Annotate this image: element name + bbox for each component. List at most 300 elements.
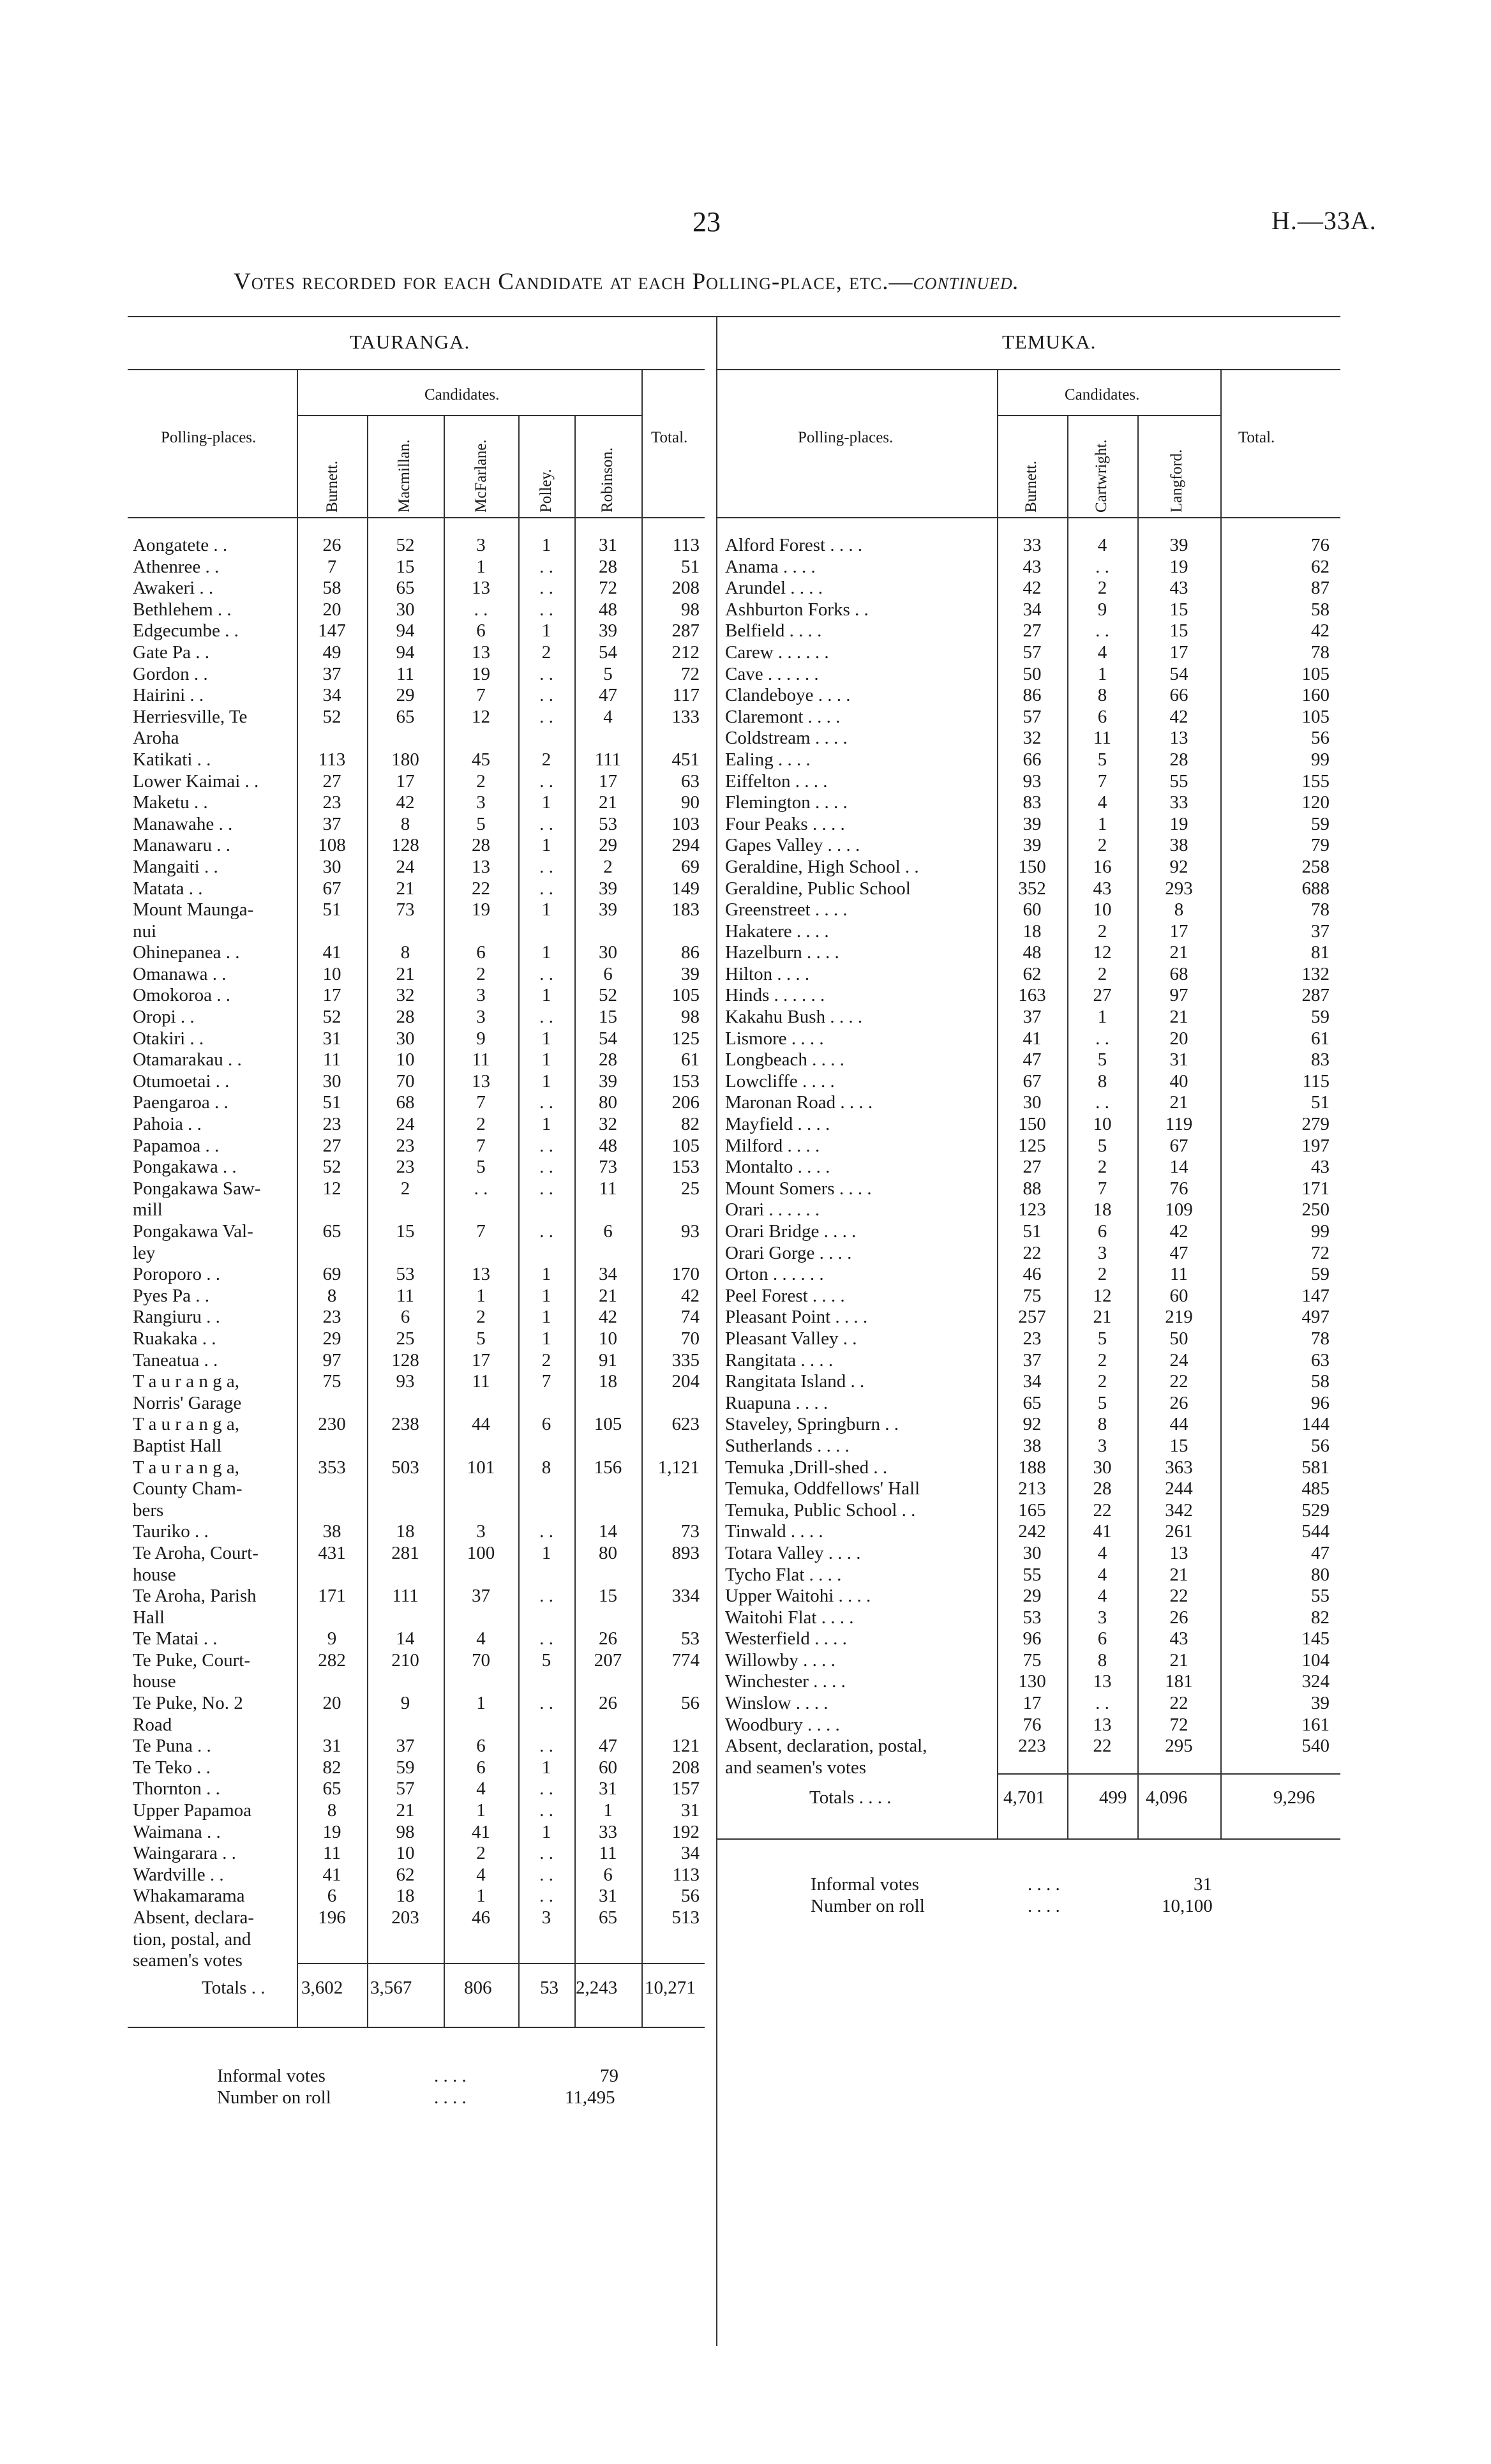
vote-count: 15 (599, 1586, 617, 1607)
vote-count: 51 (1023, 1221, 1042, 1242)
title-main: Votes recorded for each Candidate at each Polling-place, etc.— (234, 269, 913, 295)
vote-count: 3 (476, 1521, 486, 1542)
vote-count: 5 (1097, 1049, 1107, 1070)
temuka-row (725, 1071, 1335, 1093)
vote-count (444, 1500, 518, 1522)
tauranga-row (133, 835, 705, 857)
tauranga-row (133, 814, 705, 836)
vote-count: 2 (1097, 578, 1107, 599)
temuka-row (725, 1607, 1335, 1629)
row-total: 99 (1311, 1221, 1330, 1242)
tauranga-roll-dots: . . . . (434, 2087, 467, 2108)
temuka-row (725, 1092, 1335, 1114)
tauranga-totals-rule (297, 1963, 705, 1964)
vote-count: 43 (1093, 878, 1112, 899)
temuka-row (725, 1543, 1335, 1565)
vote-count: 22 (1169, 1693, 1188, 1714)
tauranga-row (133, 749, 705, 771)
tauranga-row (133, 1478, 705, 1500)
row-total: 42 (681, 1285, 700, 1306)
vote-count: 24 (1169, 1349, 1188, 1371)
vote-count: 32 (1023, 728, 1042, 749)
polling-place-name: Totara Valley . . . . (725, 1542, 861, 1563)
row-total: 56 (681, 1693, 700, 1714)
row-total: 72 (681, 663, 700, 684)
vote-count: 15 (599, 1007, 617, 1028)
tauranga-total-polley: 53 (540, 1978, 558, 1998)
vote-count: 6 (400, 1307, 410, 1328)
polling-place-name: Greenstreet . . . . (725, 899, 848, 920)
vote-count: 80 (599, 1092, 617, 1113)
vote-count: 57 (396, 1778, 415, 1799)
tauranga-row (133, 535, 705, 557)
vote-count: 34 (322, 685, 341, 706)
vote-count: 22 (1169, 1586, 1188, 1607)
vote-count: 2 (476, 963, 486, 984)
vote-count (297, 1243, 367, 1265)
tauranga-polling-places-label: Polling-places. (161, 429, 257, 446)
vote-count: 2 (1097, 1371, 1107, 1392)
tauranga-row (133, 1865, 705, 1886)
row-total: 497 (1301, 1307, 1330, 1328)
vote-count: 7 (476, 1092, 486, 1113)
temuka-polling-places-label: Polling-places. (798, 429, 894, 446)
row-total: 61 (1311, 1028, 1330, 1049)
vote-count: 4 (1097, 642, 1107, 663)
polling-place-name: Lismore . . . . (725, 1028, 824, 1049)
vote-count: . . (1095, 620, 1109, 642)
vote-count: 165 (1018, 1499, 1046, 1521)
row-total: 513 (671, 1907, 700, 1928)
vote-count: 163 (1018, 985, 1046, 1006)
tauranga-row (133, 1565, 705, 1586)
row-total: 161 (1301, 1714, 1330, 1735)
vote-count: 1 (541, 792, 551, 813)
vote-count: 43 (1023, 556, 1042, 577)
vote-count: 21 (1169, 1092, 1188, 1113)
vote-count: 22 (472, 878, 490, 899)
vote-count: 91 (599, 1349, 617, 1371)
vote-count: 41 (1023, 1028, 1042, 1049)
tauranga-row (133, 1286, 705, 1307)
temuka-row (725, 578, 1335, 599)
vote-count: 39 (1169, 535, 1188, 555)
row-total: 39 (681, 963, 700, 984)
polling-place-name: Te Aroha, Parish (133, 1586, 257, 1607)
vote-count: 30 (322, 856, 341, 877)
polling-place-name: Pongakawa . . (133, 1157, 237, 1178)
row-total: 115 (1302, 1070, 1330, 1092)
vote-count: 28 (396, 1007, 415, 1028)
vote-count: 39 (599, 620, 617, 642)
tauranga-row (133, 1071, 705, 1093)
vote-count: 2 (1097, 1264, 1107, 1285)
vote-count (574, 1671, 641, 1693)
vote-count: 70 (472, 1649, 490, 1671)
temuka-candidates-rule (997, 415, 1220, 416)
vote-count: 2 (541, 749, 551, 770)
vote-count: 75 (1023, 1649, 1042, 1671)
tauranga-row (133, 1929, 705, 1951)
row-total: 90 (681, 792, 700, 813)
row-total: 43 (1311, 1157, 1330, 1178)
vote-count: 1 (541, 1285, 551, 1306)
vote-count: 113 (318, 749, 346, 770)
row-total: 160 (1301, 685, 1330, 706)
temuka-row (725, 878, 1335, 900)
row-total: 157 (671, 1778, 700, 1799)
vote-count: 42 (1169, 1221, 1188, 1242)
row-total: 113 (672, 535, 700, 555)
vote-count: 29 (599, 835, 617, 856)
vote-count: 27 (1023, 620, 1042, 642)
vote-count: 92 (1023, 1414, 1042, 1435)
vote-count: 15 (1169, 620, 1188, 642)
vote-count: 1 (541, 1114, 551, 1135)
polling-place-name: Thornton . . (133, 1778, 220, 1799)
tauranga-row (133, 1457, 705, 1479)
vote-count: 28 (1169, 749, 1188, 770)
tauranga-row (133, 557, 705, 578)
polling-place-name: Matata . . (133, 878, 203, 899)
vote-count: 30 (396, 599, 415, 620)
vote-count: 281 (391, 1542, 419, 1563)
vote-count (574, 1607, 641, 1629)
vote-count: . . (539, 1586, 553, 1607)
row-total: 39 (1311, 1693, 1330, 1714)
tauranga-row (133, 1092, 705, 1114)
temuka-roll-value: 10,100 (1162, 1896, 1213, 1916)
polling-place-name: Arundel . . . . (725, 578, 823, 599)
vote-count: 30 (1093, 1457, 1112, 1478)
polling-place-name: Gordon . . (133, 663, 208, 684)
vote-count: 219 (1165, 1307, 1193, 1328)
temuka-row (725, 1350, 1335, 1372)
vote-count (367, 1715, 444, 1736)
temuka-row (725, 1157, 1335, 1178)
vote-count: 17 (599, 770, 617, 792)
polling-place-name: Otumoetai . . (133, 1070, 230, 1092)
vote-count: 52 (599, 985, 617, 1006)
vote-count: 48 (599, 1135, 617, 1156)
vote-count: . . (539, 1736, 553, 1757)
tauranga-col-line (297, 1963, 298, 2027)
polling-place-name: seamen's votes (133, 1950, 243, 1971)
vote-count (297, 1715, 367, 1736)
vote-count: 17 (396, 770, 415, 792)
vote-count (444, 1478, 518, 1500)
vote-count (444, 728, 518, 749)
vote-count: . . (539, 1178, 553, 1199)
polling-place-name: Te Aroha, Court- (133, 1542, 258, 1563)
temuka-row (725, 664, 1335, 686)
vote-count: 52 (322, 1157, 341, 1178)
polling-place-name: Ealing . . . . (725, 749, 811, 770)
vote-count: 295 (1165, 1736, 1193, 1757)
vote-count: . . (539, 1157, 553, 1178)
vote-count: 1 (541, 1049, 551, 1070)
row-total: 51 (1311, 1092, 1330, 1113)
tauranga-row (133, 685, 705, 707)
vote-count: 6 (327, 1886, 337, 1907)
vote-count: 150 (1018, 856, 1046, 877)
row-total: 121 (671, 1736, 700, 1757)
row-total: 70 (681, 1328, 700, 1349)
vote-count: 18 (396, 1521, 415, 1542)
row-total: 212 (671, 642, 700, 663)
tauranga-total-mcfarlane: 806 (464, 1978, 492, 1998)
vote-count: 8 (1097, 1649, 1107, 1671)
vote-count (297, 1671, 367, 1693)
tauranga-row (133, 985, 705, 1007)
row-total: 117 (672, 685, 700, 706)
vote-count: 11 (472, 1371, 490, 1392)
vote-count: 21 (599, 1285, 617, 1306)
row-total: 250 (1301, 1199, 1330, 1221)
row-total: 56 (681, 1886, 700, 1907)
temuka-row (725, 685, 1335, 707)
vote-count: 342 (1165, 1499, 1193, 1521)
polling-place-name: Pahoia . . (133, 1114, 202, 1135)
vote-count: 31 (599, 1886, 617, 1907)
vote-count: 3 (1097, 1435, 1107, 1456)
vote-count: 2 (400, 1178, 410, 1199)
vote-count: 27 (322, 1135, 341, 1156)
temuka-informal-dots: . . . . (1028, 1874, 1060, 1895)
polling-place-name: Upper Papamoa (133, 1800, 252, 1821)
vote-count: 41 (322, 1864, 341, 1885)
vote-count: 73 (396, 899, 415, 920)
vote-count (444, 1243, 518, 1265)
vote-count: 66 (1169, 685, 1188, 706)
vote-count: 30 (599, 942, 617, 963)
vote-count: 43 (1169, 578, 1188, 599)
tauranga-row (133, 942, 705, 964)
tauranga-total-burnett: 3,602 (301, 1978, 343, 1998)
vote-count: 6 (1097, 1221, 1107, 1242)
vote-count: 30 (1023, 1092, 1042, 1113)
polling-place-name: Hall (133, 1607, 165, 1628)
temuka-row (725, 1757, 1335, 1779)
polling-place-name: Anama . . . . (725, 556, 816, 577)
vote-count: 65 (396, 578, 415, 599)
row-total: 451 (671, 749, 700, 770)
vote-count: 19 (472, 663, 490, 684)
vote-count: 1 (476, 1693, 486, 1714)
vote-count: . . (539, 1843, 553, 1864)
row-total: 99 (1311, 749, 1330, 770)
row-total: 58 (1311, 599, 1330, 620)
vote-count: 3 (1097, 1607, 1107, 1628)
polling-place-name: Longbeach . . . . (725, 1049, 844, 1070)
polling-place-name: Orton . . . . . . (725, 1264, 824, 1285)
vote-count (518, 1607, 574, 1629)
vote-count: 42 (599, 1307, 617, 1328)
polling-place-name: Upper Waitohi . . . . (725, 1586, 871, 1607)
polling-place-name: Pleasant Valley . . (725, 1328, 857, 1349)
vote-count: 28 (1093, 1478, 1112, 1499)
tauranga-row (133, 964, 705, 986)
vote-count: 54 (599, 1028, 617, 1049)
polling-place-name: Eiffelton . . . . (725, 770, 828, 792)
temuka-grand-total: 9,296 (1273, 1787, 1315, 1808)
polling-place-name: house (133, 1564, 176, 1585)
tauranga-candidate-header: Burnett. (324, 460, 341, 513)
tauranga-row (133, 1671, 705, 1693)
row-total: 544 (1301, 1521, 1330, 1542)
vote-count (367, 1565, 444, 1586)
vote-count: 34 (599, 1264, 617, 1285)
vote-count: 10 (1093, 899, 1112, 920)
temuka-roll-dots: . . . . (1028, 1896, 1060, 1916)
vote-count: 13 (1093, 1671, 1112, 1692)
row-total: 171 (1301, 1178, 1330, 1199)
tauranga-col-line (297, 369, 298, 415)
polling-place-name: Pyes Pa . . (133, 1285, 210, 1306)
row-total: 287 (1301, 985, 1330, 1006)
tauranga-votes-table (133, 535, 705, 1972)
vote-count: 1 (541, 1070, 551, 1092)
temuka-row (725, 1136, 1335, 1157)
polling-place-name: Awakeri . . (133, 578, 214, 599)
vote-count: . . (539, 663, 553, 684)
vote-count: . . (539, 1007, 553, 1028)
vote-count: 223 (1018, 1736, 1046, 1757)
vote-count: . . (474, 1178, 488, 1199)
temuka-row (725, 535, 1335, 557)
vote-count: 50 (1169, 1328, 1188, 1349)
polling-place-name: Mount Somers . . . . (725, 1178, 872, 1199)
vote-count: 33 (1023, 535, 1042, 555)
polling-place-name: Flemington . . . . (725, 792, 848, 813)
row-total: 132 (1301, 963, 1330, 984)
vote-count: 7 (476, 1135, 486, 1156)
vote-count: . . (539, 1628, 553, 1649)
row-total: 87 (1311, 578, 1330, 599)
vote-count: 33 (599, 1821, 617, 1842)
vote-count: . . (539, 1135, 553, 1156)
polling-place-name: Otakiri . . (133, 1028, 204, 1049)
vote-count (367, 1950, 444, 1972)
vote-count: 150 (1018, 1114, 1046, 1135)
polling-place-name: Hinds . . . . . . (725, 985, 825, 1006)
vote-count: . . (1095, 556, 1109, 577)
vote-count: 29 (322, 1328, 341, 1349)
vote-count: 7 (476, 1221, 486, 1242)
row-total: 53 (681, 1628, 700, 1649)
vote-count: 97 (322, 1349, 341, 1371)
row-total: 170 (671, 1264, 700, 1285)
vote-count: 8 (327, 1800, 337, 1821)
vote-count: 28 (599, 556, 617, 577)
vote-count: 7 (541, 1371, 551, 1392)
polling-place-name: Athenree . . (133, 556, 220, 577)
vote-count: 41 (472, 1821, 490, 1842)
vote-count: 11 (1093, 728, 1111, 749)
vote-count: 2 (476, 1843, 486, 1864)
vote-count (444, 1607, 518, 1629)
vote-count: . . (539, 706, 553, 727)
vote-count: 37 (472, 1586, 490, 1607)
polling-place-name: Cave . . . . . . (725, 663, 819, 684)
vote-count (367, 1671, 444, 1693)
tauranga-row (133, 664, 705, 686)
vote-count: 21 (1169, 1007, 1188, 1028)
vote-count: 29 (396, 685, 415, 706)
vote-count: 34 (1023, 599, 1042, 620)
polling-place-name: Poroporo . . (133, 1264, 220, 1285)
vote-count: 19 (472, 899, 490, 920)
vote-count: 230 (318, 1414, 346, 1435)
polling-place-name: Milford . . . . (725, 1135, 820, 1156)
row-total: 208 (671, 1757, 700, 1778)
polling-place-name: Geraldine, Public School (725, 878, 911, 899)
row-total: 37 (1311, 920, 1330, 942)
vote-count: 94 (396, 620, 415, 642)
vote-count: 23 (1023, 1328, 1042, 1349)
polling-place-name: Omanawa . . (133, 963, 227, 984)
vote-count: . . (1095, 1028, 1109, 1049)
tauranga-row (133, 642, 705, 664)
vote-count: 58 (322, 578, 341, 599)
tauranga-row (133, 1628, 705, 1650)
polling-place-name: Katikati . . (133, 749, 211, 770)
temuka-row (725, 1736, 1335, 1757)
tauranga-roll-value: 11,495 (565, 2087, 615, 2108)
vote-count: 1 (541, 835, 551, 856)
polling-place-name: Temuka, Public School . . (725, 1499, 916, 1521)
vote-count: 23 (322, 1307, 341, 1328)
vote-count (574, 1436, 641, 1457)
tauranga-total-robinson: 2,243 (576, 1978, 618, 1998)
row-total: 55 (1311, 1586, 1330, 1607)
vote-count: 37 (322, 813, 341, 834)
vote-count: 1 (541, 620, 551, 642)
temuka-row (725, 942, 1335, 964)
vote-count: 6 (476, 1757, 486, 1778)
vote-count (574, 1929, 641, 1951)
polling-place-name: Maketu . . (133, 792, 208, 813)
vote-count: 1 (541, 1328, 551, 1349)
vote-count: 50 (1023, 663, 1042, 684)
vote-count: 26 (1169, 1392, 1188, 1413)
vote-count: 68 (396, 1092, 415, 1113)
vote-count: 92 (1169, 856, 1188, 877)
vote-count: 1 (541, 1264, 551, 1285)
vote-count: 21 (396, 878, 415, 899)
polling-place-name: Te Matai . . (133, 1628, 218, 1649)
polling-place-name: Wardville . . (133, 1864, 224, 1885)
temuka-row (725, 1693, 1335, 1715)
vote-count: 4 (1097, 1542, 1107, 1563)
row-total (641, 728, 705, 749)
row-total: 208 (671, 578, 700, 599)
row-total: 78 (1311, 899, 1330, 920)
vote-count: 6 (1097, 706, 1107, 727)
tauranga-row (133, 792, 705, 814)
temuka-row (725, 814, 1335, 836)
polling-place-name: house (133, 1671, 176, 1692)
row-total (641, 1436, 705, 1457)
row-total: 74 (681, 1307, 700, 1328)
row-total: 197 (1301, 1135, 1330, 1156)
vote-count: 29 (1023, 1586, 1042, 1607)
polling-place-name: Clandeboye . . . . (725, 685, 851, 706)
row-total: 105 (1301, 663, 1330, 684)
vote-count: 37 (1023, 1349, 1042, 1371)
temuka-total-langford: 4,096 (1146, 1787, 1188, 1808)
vote-count: 93 (1023, 770, 1042, 792)
